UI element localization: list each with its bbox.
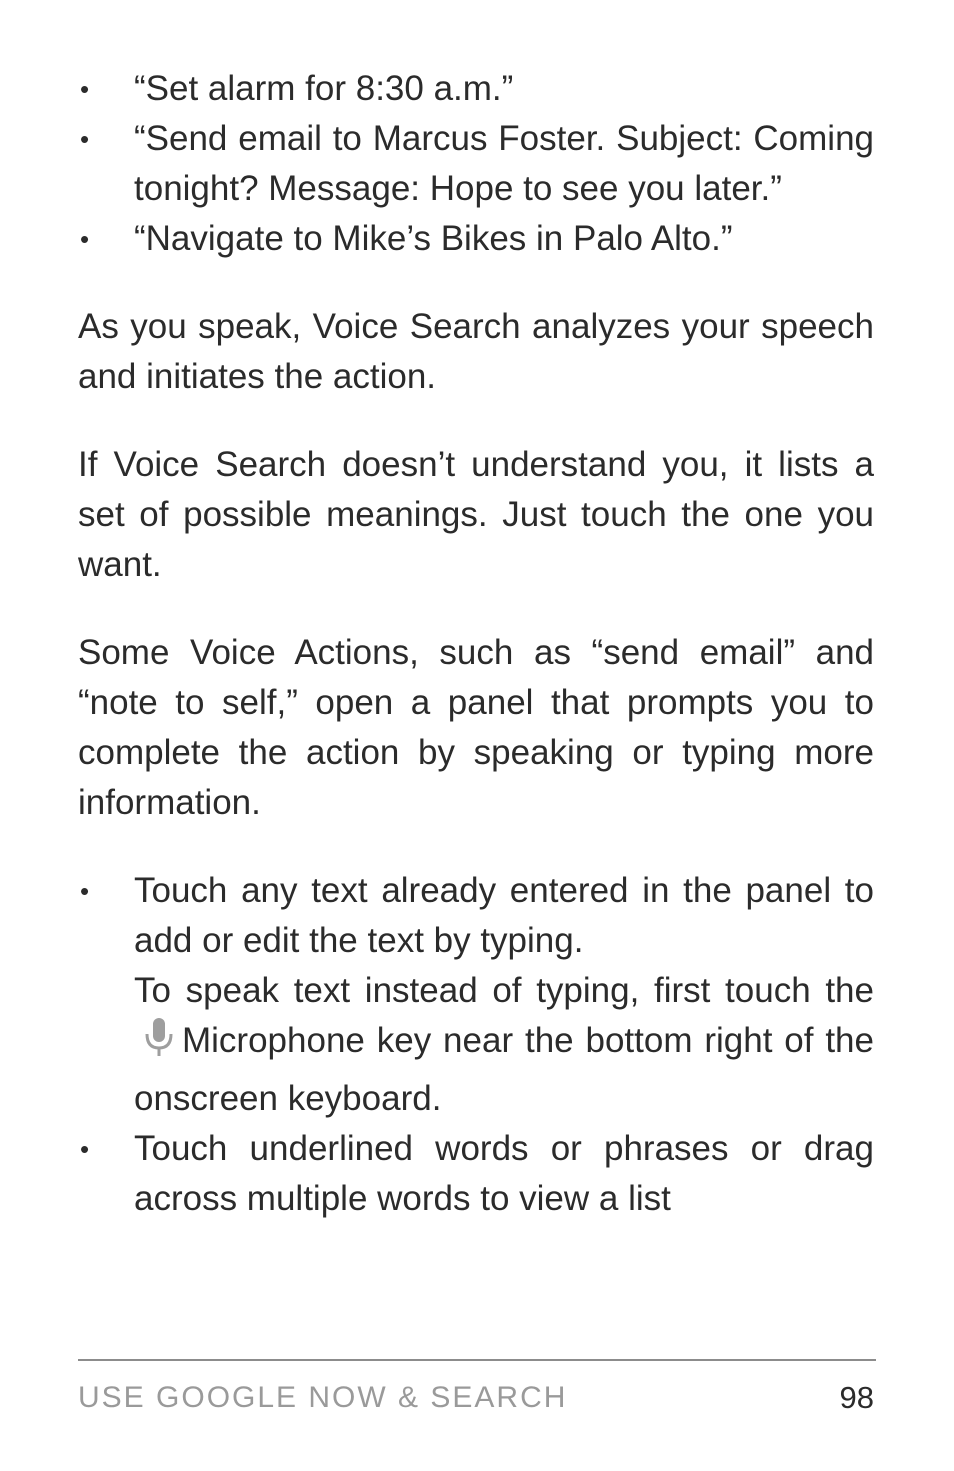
bullet-icon: • xyxy=(80,876,90,906)
list-item-subtext-before: To speak text instead of typing, first touch the xyxy=(134,971,874,1010)
list-item-text: “Send email to Marcus Foster. Subject: Coming tonight? Message: Hope to see you later.” xyxy=(134,119,874,208)
paragraph-possible-meanings: If Voice Search doesn’t understand you, it lists a set of possible meanings. Just touch the one you want. xyxy=(78,445,874,584)
list-item-subtext-after: Microphone key near the bottom right of the onscreen keyboard. xyxy=(134,1021,874,1118)
list-item xyxy=(78,1124,874,1224)
list-item xyxy=(78,64,874,114)
microphone-icon xyxy=(142,1016,176,1074)
footer-divider xyxy=(78,1359,876,1361)
list-item-subtext xyxy=(134,966,874,1124)
bullet-icon: • xyxy=(80,124,90,154)
list-item-text: “Set alarm for 8:30 a.m.” xyxy=(134,69,514,108)
list-item xyxy=(78,866,874,1124)
example-commands-list xyxy=(78,64,874,264)
bullet-icon: • xyxy=(80,1134,90,1164)
page-number: 98 xyxy=(839,1380,874,1415)
list-item-text: “Navigate to Mike’s Bikes in Palo Alto.” xyxy=(134,219,733,258)
paragraph-voice-search-analyzes: As you speak, Voice Search analyzes your speech and initiates the action. xyxy=(78,307,874,396)
paragraph-voice-actions-panel: Some Voice Actions, such as “send email” and “note to self,” open a panel that prompts you to complete the action by speaking or typing more information. xyxy=(78,633,874,822)
panel-tips-list xyxy=(78,866,874,1224)
bullet-icon: • xyxy=(80,224,90,254)
list-item xyxy=(78,214,874,264)
footer-section-title: USE GOOGLE NOW & SEARCH xyxy=(78,1381,568,1414)
bullet-icon: • xyxy=(80,74,90,104)
list-item-text: Touch underlined words or phrases or drag across multiple words to view a list xyxy=(134,1129,874,1218)
list-item xyxy=(78,114,874,214)
list-item-text: Touch any text already entered in the panel to add or edit the text by typing. xyxy=(134,871,874,960)
page-content xyxy=(78,64,874,1224)
